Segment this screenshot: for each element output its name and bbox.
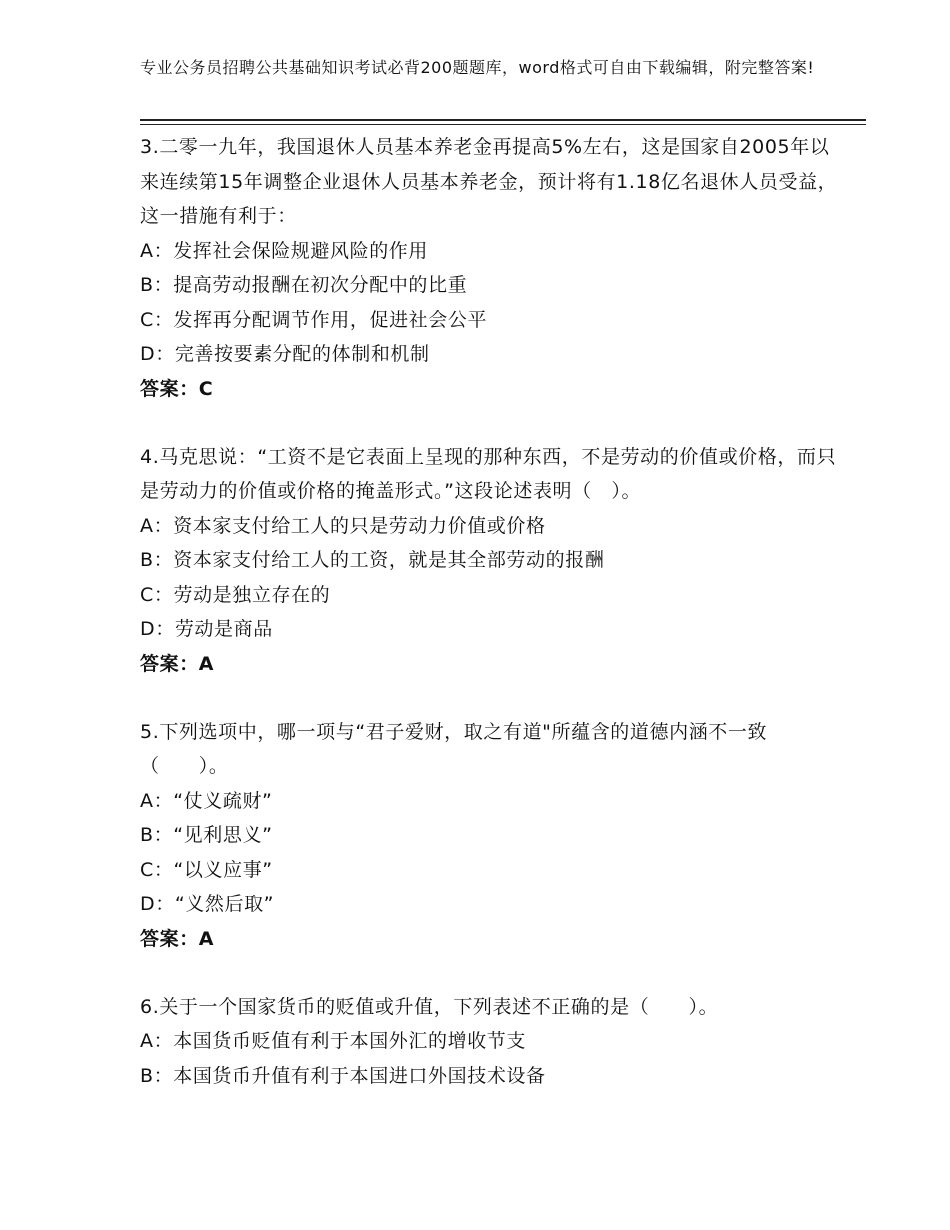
- answer-label: 答案：A: [140, 927, 215, 950]
- option-b: B：“见利思义”: [140, 824, 273, 846]
- question-4: [140, 440, 840, 681]
- question-list: [140, 130, 840, 1127]
- option-b: B：提高劳动报酬在初次分配中的比重: [140, 274, 468, 296]
- answer-label: 答案：C: [140, 377, 214, 400]
- question-stem: 3.二零一九年，我国退休人员基本养老金再提高5%左右，这是国家自2005年以来连续第15年调整企业退休人员基本养老金，预计将有1.18亿名退休人员受益，这一措施有利于：: [140, 136, 838, 227]
- option-b: B：资本家支付给工人的工资，就是其全部劳动的报酬: [140, 549, 605, 571]
- question-stem: 4.马克思说：“工资不是它表面上呈现的那种东西，不是劳动的价值或价格，而只是劳动力的价值或价格的掩盖形式。”这段论述表明（ ）。: [140, 445, 837, 502]
- option-a: A：发挥社会保险规避风险的作用: [140, 239, 428, 262]
- answer-label: 答案：A: [140, 652, 215, 675]
- header-divider: [140, 119, 866, 125]
- option-a: A：本国货币贬值有利于本国外汇的增收节支: [140, 1030, 526, 1052]
- option-d: D：“义然后取”: [140, 893, 275, 915]
- option-a: A：“仗义疏财”: [140, 789, 273, 812]
- option-b: B：本国货币升值有利于本国进口外国技术设备: [140, 1064, 546, 1087]
- option-d: D：劳动是商品: [140, 618, 273, 640]
- question-6: [140, 990, 840, 1094]
- document-header-title: 专业公务员招聘公共基础知识考试必背200题题库，word格式可自由下载编辑，附完整答案!: [140, 58, 815, 77]
- option-c: C：发挥再分配调节作用，促进社会公平: [140, 308, 488, 331]
- option-d: D：完善按要素分配的体制和机制: [140, 343, 430, 365]
- option-c: C：劳动是独立存在的: [140, 583, 331, 606]
- question-stem: 5.下列选项中，哪一项与“君子爱财，取之有道"所蕴含的道德内涵不一致（ ）。: [140, 720, 768, 777]
- question-5: [140, 715, 840, 956]
- option-a: A：资本家支付给工人的只是劳动力价值或价格: [140, 514, 546, 537]
- question-3: [140, 130, 840, 406]
- question-stem: 6.关于一个国家货币的贬值或升值，下列表述不正确的是（ ）。: [140, 995, 719, 1018]
- option-c: C：“以义应事”: [140, 858, 273, 881]
